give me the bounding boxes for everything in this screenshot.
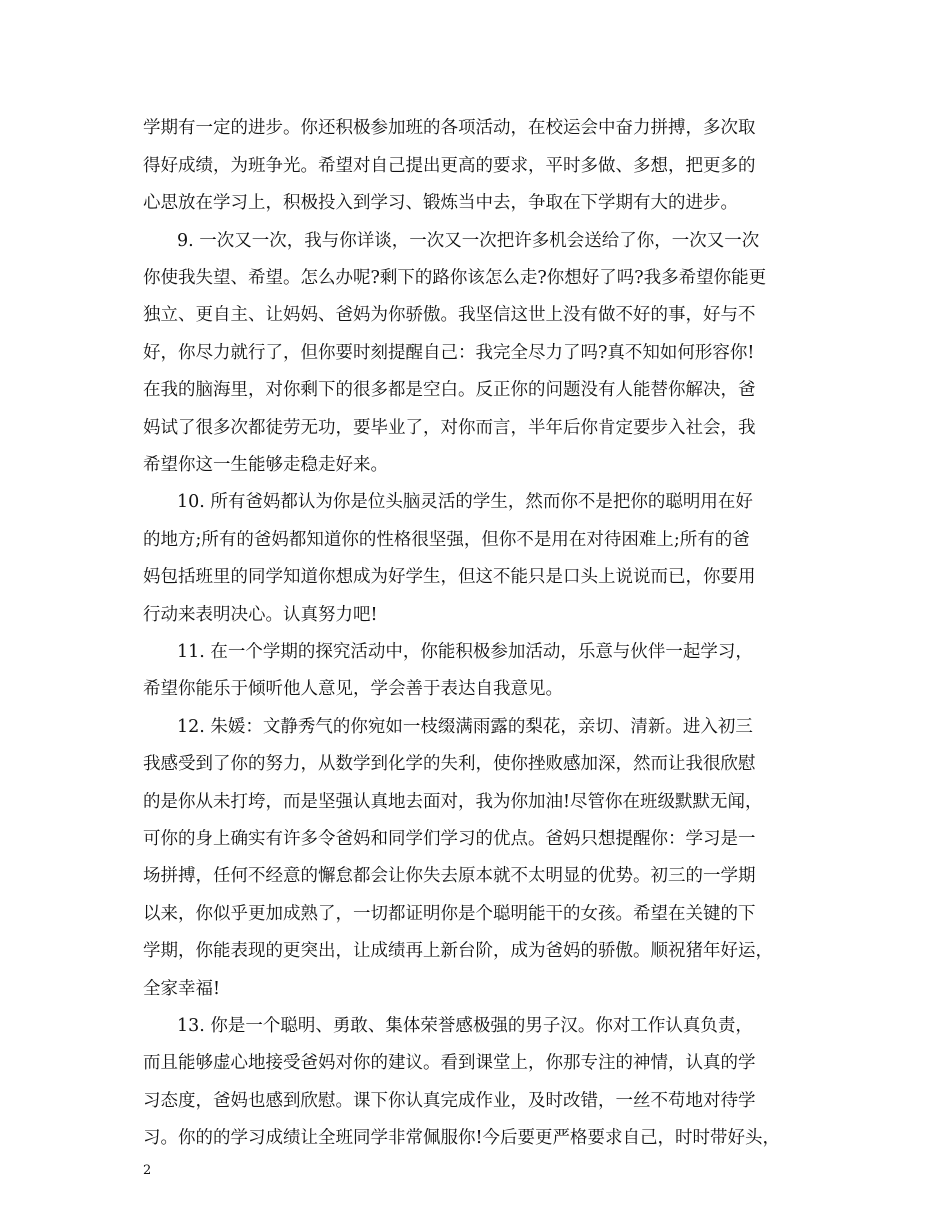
text-line: 以来，你似乎更加成熟了，一切都证明你是个聪明能干的女孩。希望在关键的下 (143, 904, 756, 924)
text-line: 习。你的的学习成绩让全班同学非常佩服你!今后要更严格要求自己，时时带好头， (143, 1128, 781, 1148)
text-line: 好，你尽力就行了，但你要时刻提醒自己：我完全尽力了吗?真不知如何形容你! (143, 343, 755, 363)
text-line: 行动来表明决心。认真努力吧! (143, 605, 378, 625)
text-line: 妈试了很多次都徒劳无功，要毕业了，对你而言，半年后你肯定要步入社会，我 (143, 418, 756, 438)
text-line: 在我的脑海里，对你剩下的很多都是空白。反正你的问题没有人能替你解决，爸 (143, 380, 756, 400)
text-line: 希望你能乐于倾听他人意见，学会善于表达自我意见。 (143, 679, 563, 699)
text-line: 你使我失望、希望。怎么办呢?剩下的路你该怎么走?你想好了吗?我多希望你能更 (143, 268, 767, 288)
text-line: 学期有一定的进步。你还积极参加班的各项活动，在校运会中奋力拼搏，多次取 (143, 118, 756, 138)
text-line: 全家幸福! (143, 979, 221, 999)
text-line: 而且能够虚心地接受爸妈对你的建议。看到课堂上，你那专注的神情，认真的学 (143, 1053, 756, 1073)
text-line: 独立、更自主、让妈妈、爸妈为你骄傲。我坚信这世上没有做不好的事，好与不 (143, 305, 756, 325)
text-line: 的是你从未打垮，而是坚强认真地去面对，我为你加油!尽管你在班级默默无闻， (143, 792, 763, 812)
text-line: 9. 一次又一次，我与你详谈，一次又一次把许多机会送给了你，一次又一次 (177, 231, 760, 251)
text-line: 学期，你能表现的更突出，让成绩再上新台阶，成为爸妈的骄傲。顺祝猪年好运， (143, 941, 773, 961)
text-line: 得好成绩，为班争光。希望对自己提出更高的要求，平时多做、多想，把更多的 (143, 156, 756, 176)
text-line: 12. 朱媛：文静秀气的你宛如一枝缀满雨露的梨花，亲切、清新。进入初三 (177, 717, 753, 737)
text-line: 场拼搏，任何不经意的懈怠都会让你失去原本就不太明显的优势。初三的一学期 (143, 866, 756, 886)
text-line: 13. 你是一个聪明、勇敢、集体荣誉感极强的男子汉。你对工作认真负责， (177, 1016, 753, 1036)
text-line: 心思放在学习上，积极投入到学习、锻炼当中去，争取在下学期有大的进步。 (143, 193, 738, 213)
text-line: 可你的身上确实有许多令爸妈和同学们学习的优点。爸妈只想提醒你：学习是一 (143, 829, 756, 849)
text-line: 妈包括班里的同学知道你想成为好学生，但这不能只是口头上说说而已，你要用 (143, 567, 756, 587)
text-line: 希望你这一生能够走稳走好来。 (143, 455, 388, 475)
text-line: 的地方;所有的爸妈都知道你的性格很坚强，但你不是用在对待困难上;所有的爸 (143, 530, 750, 550)
text-line: 我感受到了你的努力，从数学到化学的失利，使你挫败感加深，然而让我很欣慰 (143, 754, 756, 774)
page-number: 2 (143, 1163, 152, 1178)
text-line: 11. 在一个学期的探究活动中，你能积极参加活动，乐意与伙伴一起学习， (177, 642, 753, 662)
text-line: 习态度，爸妈也感到欣慰。课下你认真完成作业，及时改错，一丝不苟地对待学 (143, 1091, 756, 1111)
text-line: 10. 所有爸妈都认为你是位头脑灵活的学生，然而你不是把你的聪明用在好 (177, 492, 753, 512)
